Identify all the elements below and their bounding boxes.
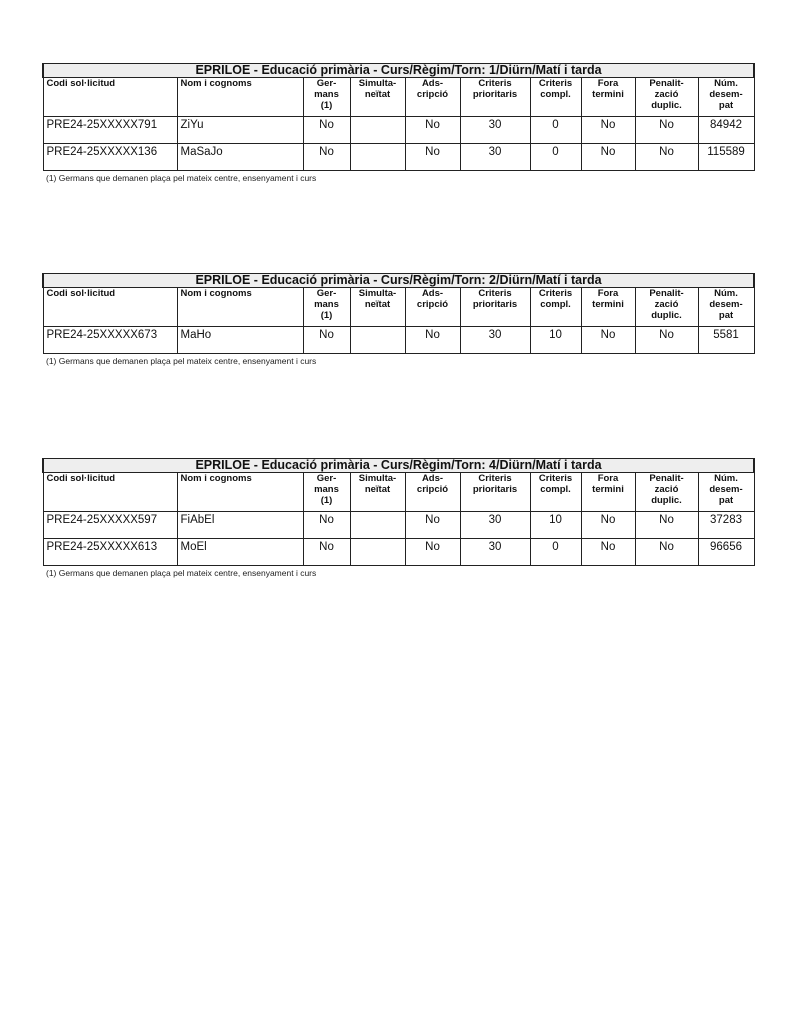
column-header: Codi sol·licitud — [43, 78, 177, 117]
footnote: (1) Germans que demanen plaça pel mateix centre, ensenyament i curs — [46, 568, 317, 578]
table-cell: 30 — [460, 512, 530, 539]
table-cell: No — [581, 327, 635, 354]
column-header: Fora termini — [581, 78, 635, 117]
table-title: EPRILOE - Educació primària - Curs/Règim/Torn: 1/Diürn/Matí i tarda — [43, 64, 754, 78]
column-header: Codi sol·licitud — [43, 288, 177, 327]
column-header: Ads- cripció — [405, 288, 460, 327]
column-header: Nom i cognoms — [177, 288, 303, 327]
column-header: Nom i cognoms — [177, 78, 303, 117]
table-cell: No — [581, 117, 635, 144]
table-cell: MoEl — [177, 539, 303, 566]
results-table — [42, 63, 755, 171]
table-cell: 30 — [460, 144, 530, 171]
column-header: Núm. desem- pat — [698, 473, 754, 512]
table-cell: No — [405, 327, 460, 354]
table-title: EPRILOE - Educació primària - Curs/Règim/Torn: 4/Diürn/Matí i tarda — [43, 459, 754, 473]
table-cell: 96656 — [698, 539, 754, 566]
column-header: Ger- mans (1) — [303, 473, 350, 512]
footnote: (1) Germans que demanen plaça pel mateix centre, ensenyament i curs — [46, 356, 317, 366]
table-cell: 30 — [460, 539, 530, 566]
table-cell: No — [405, 512, 460, 539]
column-header: Penalit- zació duplic. — [635, 288, 698, 327]
table-cell: No — [635, 512, 698, 539]
column-header: Ads- cripció — [405, 78, 460, 117]
column-header: Criteris prioritaris — [460, 78, 530, 117]
column-header: Núm. desem- pat — [698, 78, 754, 117]
table-cell: FiAbEl — [177, 512, 303, 539]
column-header: Simulta- neïtat — [350, 78, 405, 117]
table-cell: No — [303, 327, 350, 354]
table-cell: No — [635, 539, 698, 566]
table-cell: No — [581, 144, 635, 171]
table-cell: No — [303, 117, 350, 144]
column-header: Ger- mans (1) — [303, 288, 350, 327]
table-cell: PRE24-25XXXXX673 — [43, 327, 177, 354]
results-table — [42, 458, 755, 566]
table-cell: No — [635, 144, 698, 171]
table-row — [43, 117, 754, 144]
table-row — [43, 327, 754, 354]
table-cell: 5581 — [698, 327, 754, 354]
table-cell: No — [405, 117, 460, 144]
table-cell: 30 — [460, 327, 530, 354]
table-cell: ZiYu — [177, 117, 303, 144]
table-cell: No — [635, 117, 698, 144]
table-cell — [350, 117, 405, 144]
table-cell: No — [581, 512, 635, 539]
table-cell: PRE24-25XXXXX136 — [43, 144, 177, 171]
column-header: Núm. desem- pat — [698, 288, 754, 327]
table-cell — [350, 327, 405, 354]
table-cell: MaSaJo — [177, 144, 303, 171]
table-cell: 30 — [460, 117, 530, 144]
table-cell: PRE24-25XXXXX791 — [43, 117, 177, 144]
table-cell — [350, 512, 405, 539]
column-header: Fora termini — [581, 473, 635, 512]
column-header: Simulta- neïtat — [350, 288, 405, 327]
results-table — [42, 273, 755, 354]
table-cell: 37283 — [698, 512, 754, 539]
table-cell: 10 — [530, 512, 581, 539]
table-cell: 0 — [530, 144, 581, 171]
table-cell: 115589 — [698, 144, 754, 171]
table-cell: 10 — [530, 327, 581, 354]
table-cell — [350, 144, 405, 171]
column-header: Ger- mans (1) — [303, 78, 350, 117]
column-header: Criteris compl. — [530, 288, 581, 327]
table-cell: PRE24-25XXXXX597 — [43, 512, 177, 539]
table-cell: 0 — [530, 117, 581, 144]
table-title: EPRILOE - Educació primària - Curs/Règim/Torn: 2/Diürn/Matí i tarda — [43, 274, 754, 288]
table-cell: No — [581, 539, 635, 566]
results-table-block — [42, 458, 753, 578]
column-header: Ads- cripció — [405, 473, 460, 512]
column-header: Penalit- zació duplic. — [635, 473, 698, 512]
table-cell: No — [405, 144, 460, 171]
table-cell: MaHo — [177, 327, 303, 354]
table-cell: 0 — [530, 539, 581, 566]
table-cell: No — [405, 539, 460, 566]
results-table-block — [42, 63, 753, 183]
table-cell: No — [303, 512, 350, 539]
table-cell: No — [303, 144, 350, 171]
table-cell: No — [303, 539, 350, 566]
footnote: (1) Germans que demanen plaça pel mateix centre, ensenyament i curs — [46, 173, 317, 183]
results-table-block — [42, 273, 753, 366]
column-header: Criteris compl. — [530, 78, 581, 117]
column-header: Nom i cognoms — [177, 473, 303, 512]
column-header: Penalit- zació duplic. — [635, 78, 698, 117]
column-header: Criteris prioritaris — [460, 288, 530, 327]
table-cell: 84942 — [698, 117, 754, 144]
table-row — [43, 539, 754, 566]
table-cell: No — [635, 327, 698, 354]
column-header: Codi sol·licitud — [43, 473, 177, 512]
table-row — [43, 512, 754, 539]
table-cell — [350, 539, 405, 566]
table-row — [43, 144, 754, 171]
column-header: Criteris compl. — [530, 473, 581, 512]
column-header: Simulta- neïtat — [350, 473, 405, 512]
table-cell: PRE24-25XXXXX613 — [43, 539, 177, 566]
column-header: Criteris prioritaris — [460, 473, 530, 512]
column-header: Fora termini — [581, 288, 635, 327]
